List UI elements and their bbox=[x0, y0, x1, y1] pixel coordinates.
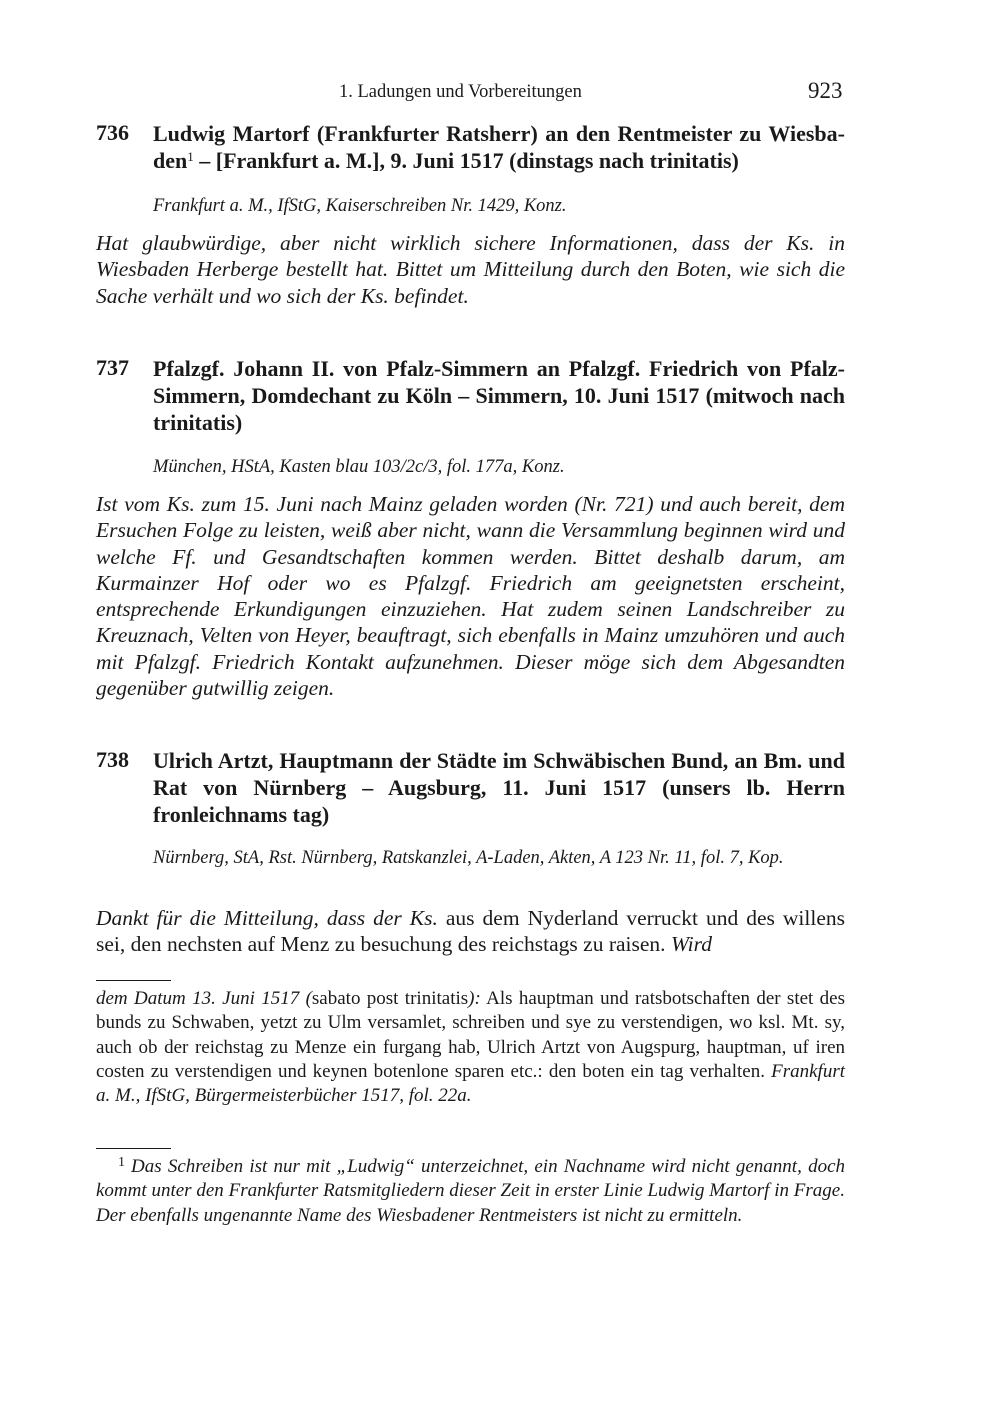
entry-number: 738 bbox=[96, 747, 129, 772]
note-source: Frankfurt a. M., IfStG, Bürgermeisterbücher 1517, fol. 22a. bbox=[96, 1060, 845, 1107]
summary-italic: Wird bbox=[665, 932, 712, 957]
running-header: 1. Ladungen und Vorbereitungen bbox=[339, 82, 582, 102]
footnote: 1 Das Schreiben ist nur mit „Ludwig“ unterzeichnet, ein Nachname wird nicht genannt, doch kommt unter den Frankfurter Ratsmitgliedern dieser Zeit in erster Linie Ludwig Martorf in Frage. Der ebenfalls ungenannte Name des Wiesbadener Rentmeisters ist nicht zu ermitteln. bbox=[96, 1155, 845, 1226]
footnote-text: Das Schreiben ist nur mit „Ludwig“ unterzeichnet, ein Nachname wird nicht genannt, doch kommt unter den Frankfurter Ratsmitgliedern dieser Zeit in erster Linie Ludwig Martorf in Frage. Der ebenfalls ungenannte Name des Wiesbadener Rentmeisters ist nicht zu ermitteln. bbox=[96, 1156, 845, 1226]
summary-italic: Dankt für die Mitteilung, dass der Ks. bbox=[96, 906, 438, 930]
summary-quote: aus dem Nyderland verruckt und des willens sei, den nechsten auf Menz zu besuchung des reichstags zu raisen. bbox=[96, 906, 845, 957]
entry-title bbox=[153, 120, 845, 174]
archival-source: Frankfurt a. M., IfStG, Kaiserschreiben Nr. 1429, Konz. bbox=[153, 196, 567, 216]
entry-number: 737 bbox=[96, 355, 129, 380]
entry-title: Ulrich Artzt, Hauptmann der Städte im Schwäbischen Bund, an Bm. und Rat von Nürnberg – Augsburg, 11. Juni 1517 (unsers lb. Herrn fronleichnams tag) bbox=[153, 748, 845, 827]
entry-summary: Hat glaubwürdige, aber nicht wirklich sichere Informationen, dass der Ks. in Wiesbaden Herberge bestellt hat. Bittet um Mitteilung durch den Boten, wie sich die Sache verhält und wo sich der Ks. befindet. bbox=[96, 231, 845, 308]
note-date: sabato post trinitatis bbox=[311, 988, 469, 1009]
entry-title: Pfalzgf. Johann II. von Pfalz-Simmern an Pfalzgf. Friedrich von Pfalz-Simmern, Domdechant zu Köln – Simmern, 10. Juni 1517 (mitwoch nach trinitatis) bbox=[153, 356, 845, 435]
archival-source: Nürnberg, StA, Rst. Nürnberg, Ratskanzlei, A-Laden, Akten, A 123 Nr. 11, fol. 7, Kop. bbox=[153, 848, 784, 868]
note-divider bbox=[96, 980, 171, 981]
footnote-divider bbox=[96, 1148, 171, 1149]
entry-title-text: – [Frankfurt a. M.], 9. Juni 1517 (dinstags nach trinitatis) bbox=[193, 148, 739, 173]
entry-number: 736 bbox=[96, 120, 129, 145]
continuation-note bbox=[96, 987, 845, 1108]
page-number: 923 bbox=[808, 78, 843, 103]
archival-source: München, HStA, Kasten blau 103/2c/3, fol. 177a, Konz. bbox=[153, 457, 565, 477]
entry-summary bbox=[96, 905, 845, 958]
note-quote: Als hauptman und ratsbotschaften der stet des bunds zu Schwaben, yetzt zu Ulm versamlet, schreiben und sye zu verstendigen, wo ksl. Mt. sy, auch ob der reichstag zu Menze ein furgang hab, Ulrich Artzt von Augspurg, hauptman, uf iren costen zu verstendigen und keynen botenlone sparen etc.: den boten ein tag verhalten. bbox=[96, 988, 845, 1082]
note-italic: ): bbox=[468, 988, 481, 1009]
entry-title-text: Ludwig Martorf (Frankfurter Ratsherr) an den Rentmeister zu Wiesbaden bbox=[153, 121, 845, 173]
footnote-reference[interactable]: 1 bbox=[187, 149, 194, 164]
entry-summary: Ist vom Ks. zum 15. Juni nach Mainz geladen worden (Nr. 721) und auch bereit, dem Ersuchen Folge zu leisten, weiß aber nicht, wann die Versammlung beginnen wird und welche Ff. und Gesandtschaften kommen werden. Bittet deshalb darum, am Kurmainzer Hof oder wo es Pfalzgf. Friedrich am geeignetsten erscheint, entsprechende Erkundigungen einzuziehen. Hat zudem seinen Landschreiber zu Kreuznach, Velten von Heyer, beauftragt, sich ebenfalls in Mainz umzuhören und auch mit Pfalzgf. Friedrich Kontakt aufzunehmen. Dieser möge sich dem Abgesandten gegenüber gutwillig zeigen. bbox=[96, 492, 845, 701]
note-italic: dem Datum 13. Juni 1517 ( bbox=[96, 988, 312, 1009]
